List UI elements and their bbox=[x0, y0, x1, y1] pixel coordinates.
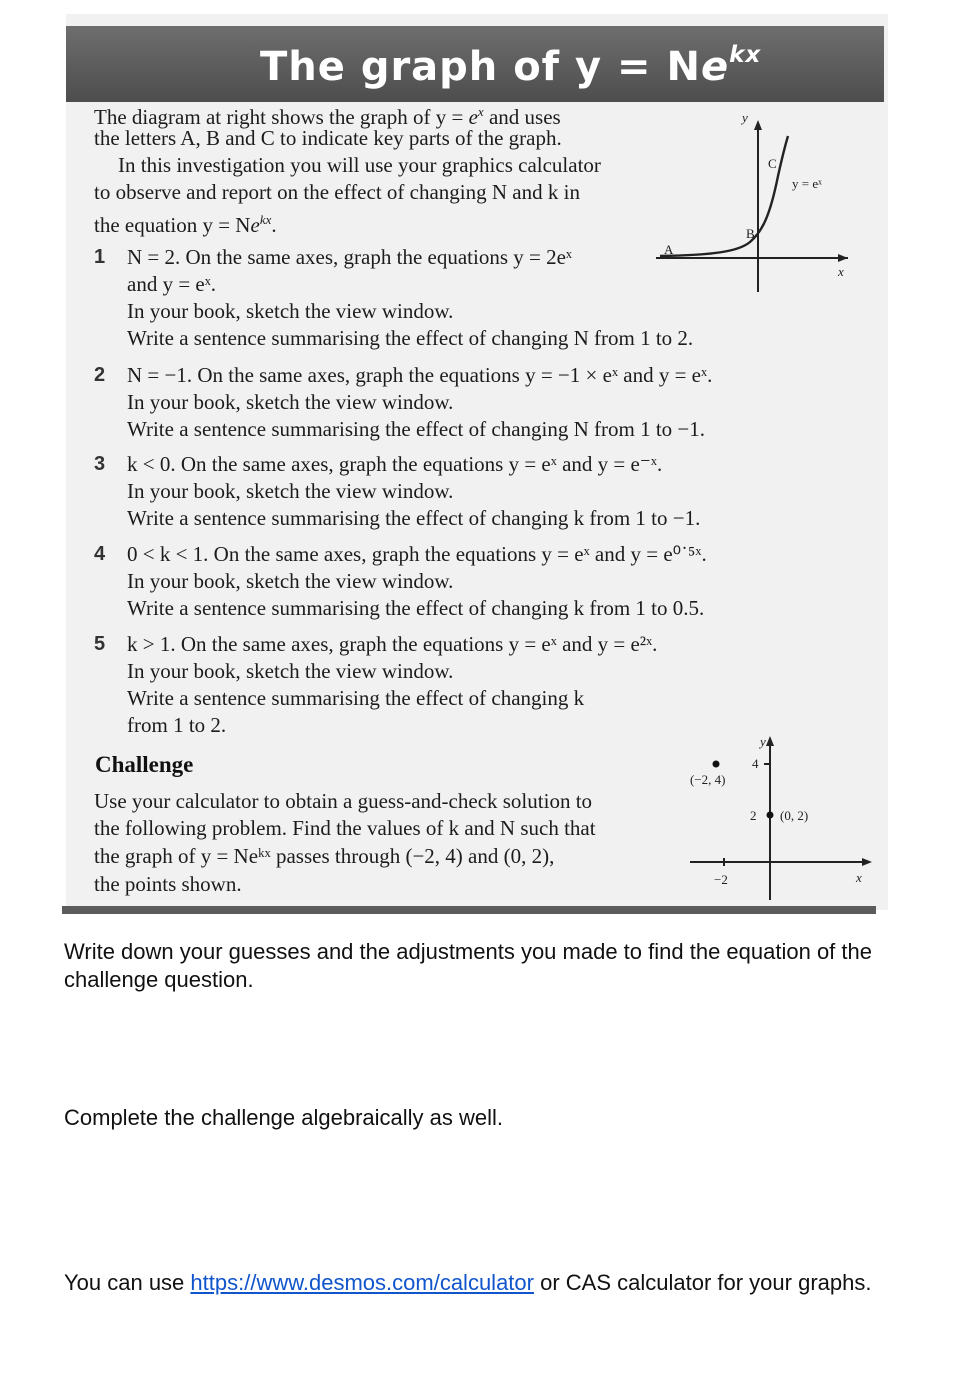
graph1-point-b: B bbox=[746, 226, 755, 241]
question-1-line: Write a sentence summarising the effect of changing N from 1 to 2. bbox=[127, 326, 694, 350]
question-2-number: 2 bbox=[94, 364, 106, 386]
question-5-line: k > 1. On the same axes, graph the equations y = eˣ and y = e²ˣ. bbox=[127, 632, 658, 656]
question-4-number: 4 bbox=[94, 543, 106, 565]
desmos-link[interactable]: https://www.desmos.com/calculator bbox=[190, 1270, 534, 1295]
intro-line-2: the letters A, B and C to indicate key parts of the graph. bbox=[94, 126, 562, 150]
question-3-line: Write a sentence summarising the effect of changing k from 1 to −1. bbox=[127, 506, 701, 530]
question-5-line: Write a sentence summarising the effect of changing k bbox=[127, 686, 585, 710]
graph2-tick-minus-2: −2 bbox=[714, 872, 728, 887]
y-axis-arrow-icon bbox=[766, 736, 774, 746]
question-1-line: N = 2. On the same axes, graph the equations y = 2eˣ bbox=[127, 245, 572, 269]
graph2-point-label-1: (−2, 4) bbox=[690, 772, 726, 787]
graph2-tick-4: 4 bbox=[752, 756, 759, 771]
challenge-line: Use your calculator to obtain a guess-and-check solution to bbox=[94, 789, 593, 813]
challenge-line: the points shown. bbox=[94, 872, 242, 896]
challenge-graph bbox=[682, 720, 882, 902]
question-5-line: In your book, sketch the view window. bbox=[127, 659, 454, 683]
x-axis-arrow-icon bbox=[862, 858, 872, 866]
exponential-graph bbox=[652, 106, 852, 292]
graph1-x-label: x bbox=[838, 264, 844, 279]
question-4-line: Write a sentence summarising the effect of changing k from 1 to 0.5. bbox=[127, 596, 705, 620]
graph2-x-label: x bbox=[856, 870, 862, 885]
question-5-line: from 1 to 2. bbox=[127, 713, 227, 737]
prompt-algebraic: Complete the challenge algebraically as well. bbox=[64, 1105, 504, 1130]
graph1-point-a: A bbox=[664, 242, 674, 257]
question-2-line: In your book, sketch the view window. bbox=[127, 390, 454, 414]
challenge-line: the following problem. Find the values of k and N such that bbox=[94, 816, 596, 840]
question-4-line: In your book, sketch the view window. bbox=[127, 569, 454, 593]
question-2-line: N = −1. On the same axes, graph the equations y = −1 × eˣ and y = eˣ. bbox=[127, 363, 713, 387]
graph2-y-label: y bbox=[760, 734, 766, 749]
question-5-number: 5 bbox=[94, 633, 106, 655]
question-3-line: In your book, sketch the view window. bbox=[127, 479, 454, 503]
worksheet-title: The graph of $y = Ne^{kx}$ bbox=[260, 41, 762, 90]
graph2-point-label-2: (0, 2) bbox=[780, 808, 809, 823]
question-2-line: Write a sentence summarising the effect of changing N from 1 to −1. bbox=[127, 417, 706, 441]
intro-line-1: The diagram at right shows the graph of $y = e^x$ and uses bbox=[94, 104, 561, 129]
question-3-line: k < 0. On the same axes, graph the equations y = eˣ and y = e⁻ˣ. bbox=[127, 452, 663, 476]
x-axis-arrow-icon bbox=[838, 254, 848, 262]
question-3-number: 3 bbox=[94, 453, 106, 475]
question-1-line: In your book, sketch the view window. bbox=[127, 299, 454, 323]
intro-line-4: to observe and report on the effect of changing N and k in bbox=[94, 180, 580, 204]
question-4-line: 0 < k < 1. On the same axes, graph the equations y = eˣ and y = e⁰˙⁵ˣ. bbox=[127, 542, 707, 566]
graph2-tick-2: 2 bbox=[750, 808, 757, 823]
question-1-line: and y = eˣ. bbox=[127, 272, 217, 296]
graph1-curve-label: y = eˣ bbox=[792, 176, 822, 191]
intro-line-5: the equation $y = Ne^{kx}$. bbox=[94, 212, 277, 237]
challenge-heading: Challenge bbox=[95, 752, 194, 777]
graph1-y-label: y bbox=[742, 110, 748, 125]
exponential-curve bbox=[660, 136, 788, 256]
question-1-number: 1 bbox=[94, 246, 106, 268]
challenge-point-1 bbox=[713, 761, 720, 768]
graph1-point-c: C bbox=[768, 156, 777, 171]
prompt-guesses: Write down your guesses and the adjustments you made to find the equation of the challenge question. bbox=[64, 939, 872, 992]
intro-line-3: In this investigation you will use your graphics calculator bbox=[118, 153, 601, 177]
prompt-tools: You can use https://www.desmos.com/calculator or CAS calculator for your graphs. bbox=[64, 1270, 872, 1295]
challenge-point-2 bbox=[767, 812, 774, 819]
title-bar bbox=[66, 26, 884, 102]
bottom-rule bbox=[62, 906, 876, 914]
y-axis-arrow-icon bbox=[754, 120, 762, 130]
challenge-line: the graph of y = Neᵏˣ passes through (−2, 4) and (0, 2), bbox=[94, 844, 555, 868]
worksheet-scan bbox=[62, 14, 888, 916]
